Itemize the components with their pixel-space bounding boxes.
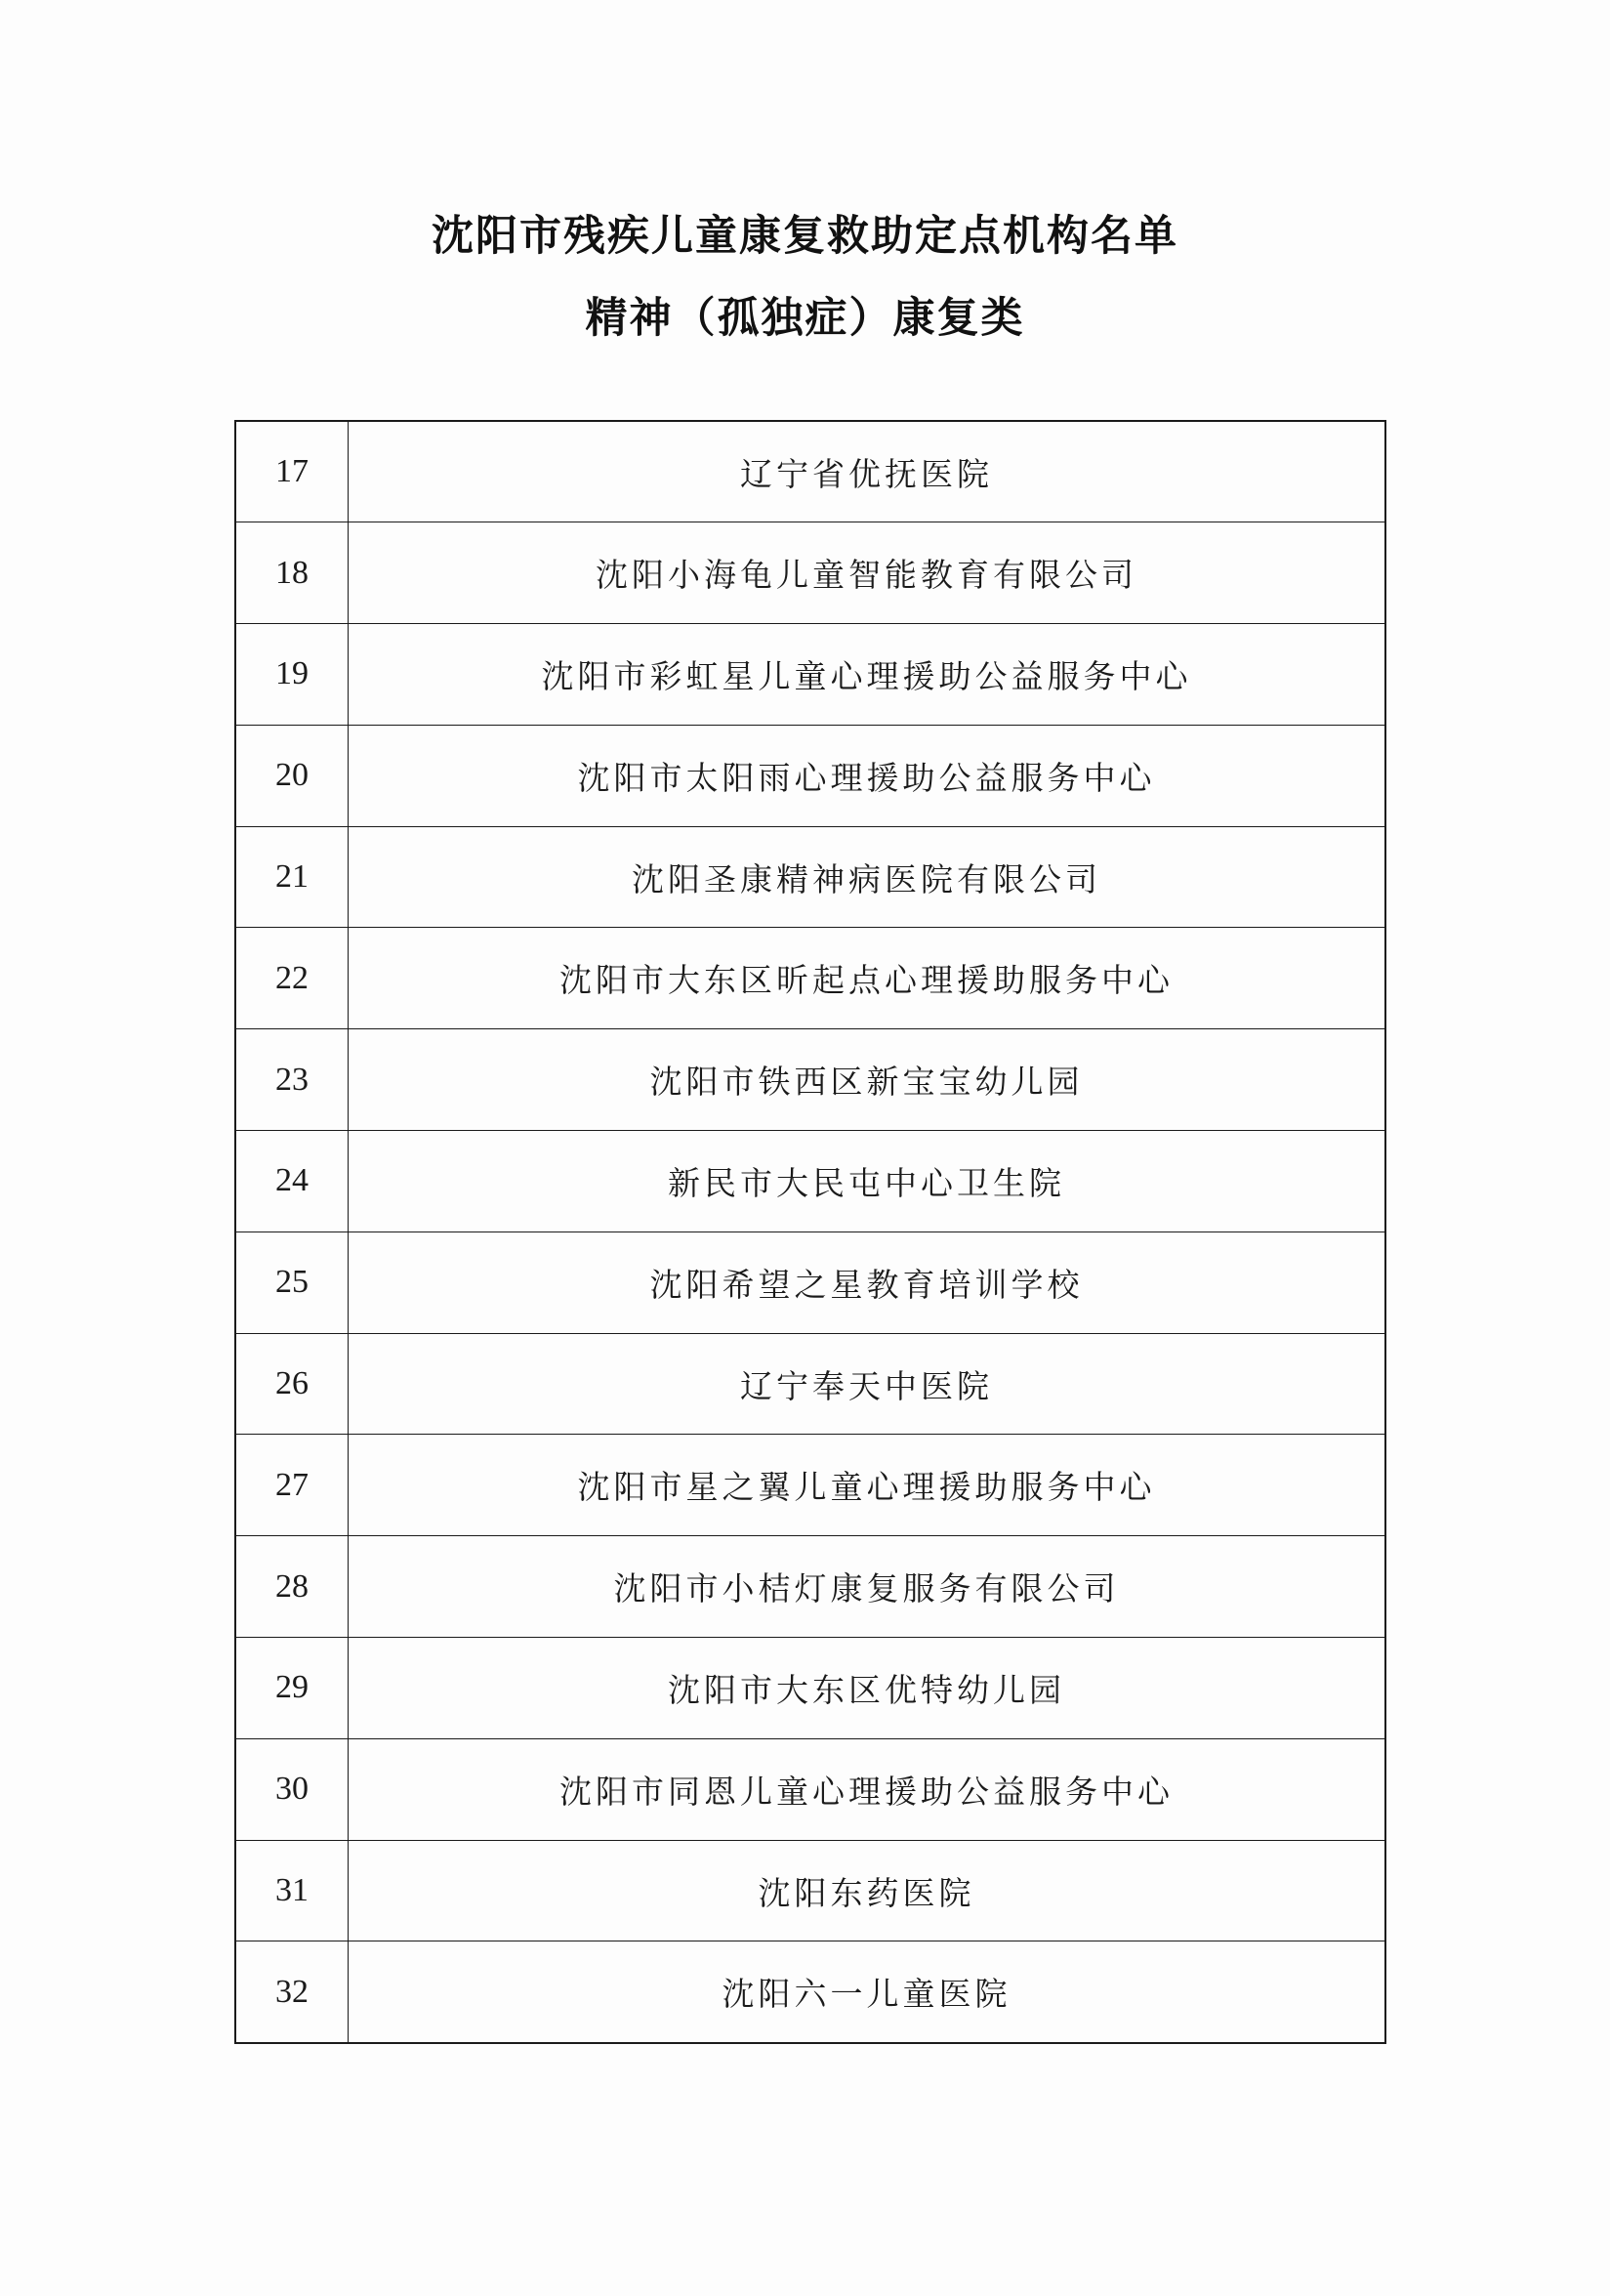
institution-table-body	[235, 421, 1385, 2043]
institution-name: 沈阳市大东区优特幼儿园	[349, 1638, 1386, 1739]
institution-name: 辽宁奉天中医院	[349, 1333, 1386, 1435]
table-row	[235, 1840, 1385, 1941]
institution-name: 沈阳市同恩儿童心理援助公益服务中心	[349, 1738, 1386, 1840]
row-number: 27	[235, 1435, 349, 1536]
institution-name: 沈阳圣康精神病医院有限公司	[349, 826, 1386, 928]
institution-name: 沈阳市铁西区新宝宝幼儿园	[349, 1029, 1386, 1131]
row-number: 18	[235, 522, 349, 624]
institution-name: 沈阳市大东区昕起点心理援助服务中心	[349, 928, 1386, 1029]
row-number: 31	[235, 1840, 349, 1941]
table-row	[235, 624, 1385, 726]
table-row	[235, 1941, 1385, 2043]
institution-name: 沈阳市星之翼儿童心理援助服务中心	[349, 1435, 1386, 1536]
row-number: 19	[235, 624, 349, 726]
table-row	[235, 725, 1385, 826]
row-number: 20	[235, 725, 349, 826]
table-row	[235, 1131, 1385, 1232]
institution-name: 辽宁省优抚医院	[349, 421, 1386, 522]
institution-name: 沈阳希望之星教育培训学校	[349, 1231, 1386, 1333]
row-number: 25	[235, 1231, 349, 1333]
table-row	[235, 1638, 1385, 1739]
institution-name: 沈阳东药医院	[349, 1840, 1386, 1941]
institution-name: 新民市大民屯中心卫生院	[349, 1131, 1386, 1232]
row-number: 32	[235, 1941, 349, 2043]
table-row	[235, 1333, 1385, 1435]
table-row	[235, 826, 1385, 928]
table-row	[235, 1435, 1385, 1536]
row-number: 28	[235, 1536, 349, 1638]
institution-table	[234, 420, 1386, 2044]
table-row	[235, 1738, 1385, 1840]
table-row	[235, 522, 1385, 624]
row-number: 30	[235, 1738, 349, 1840]
row-number: 17	[235, 421, 349, 522]
row-number: 21	[235, 826, 349, 928]
table-row	[235, 1231, 1385, 1333]
institution-name: 沈阳小海龟儿童智能教育有限公司	[349, 522, 1386, 624]
institution-name: 沈阳市小桔灯康复服务有限公司	[349, 1536, 1386, 1638]
institution-name: 沈阳市彩虹星儿童心理援助公益服务中心	[349, 624, 1386, 726]
row-number: 23	[235, 1029, 349, 1131]
document-title: 沈阳市残疾儿童康复救助定点机构名单	[432, 212, 1178, 261]
row-number: 26	[235, 1333, 349, 1435]
row-number: 22	[235, 928, 349, 1029]
table-row	[235, 928, 1385, 1029]
institution-name: 沈阳六一儿童医院	[349, 1941, 1386, 2043]
institution-name: 沈阳市太阳雨心理援助公益服务中心	[349, 725, 1386, 826]
table-row	[235, 1536, 1385, 1638]
table-row	[235, 421, 1385, 522]
row-number: 29	[235, 1638, 349, 1739]
row-number: 24	[235, 1131, 349, 1232]
document-subtitle: 精神（孤独症）康复类	[585, 294, 1025, 343]
table-row	[235, 1029, 1385, 1131]
